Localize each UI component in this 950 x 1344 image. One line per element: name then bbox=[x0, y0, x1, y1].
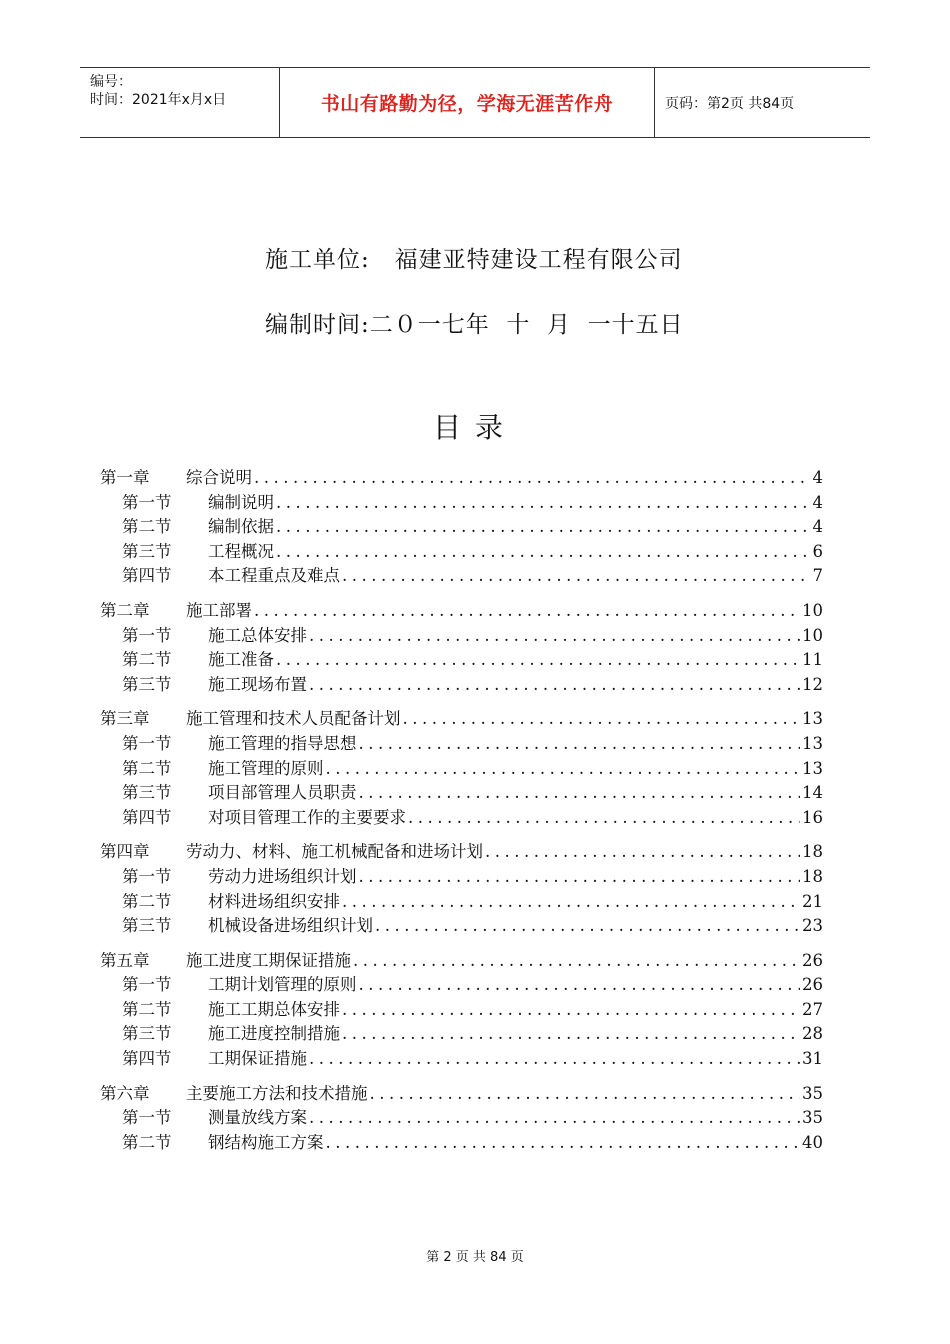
toc-entry-page: 27 bbox=[802, 999, 823, 1019]
toc-leader-dots bbox=[342, 998, 800, 1023]
toc-entry-page: 21 bbox=[802, 891, 823, 911]
toc-leader-dots bbox=[375, 914, 800, 939]
toc-section-entry[interactable] bbox=[100, 515, 823, 540]
date-line: 编制时间:二０一七年 十 月 一十五日 bbox=[265, 312, 684, 338]
toc-leader-dots bbox=[309, 1106, 800, 1131]
table-of-contents bbox=[100, 466, 823, 1155]
toc-entry-title: 工程概况 bbox=[208, 541, 274, 561]
toc-entry-number: 第一节 bbox=[122, 866, 172, 886]
toc-entry-page: 11 bbox=[802, 650, 823, 670]
toc-leader-dots bbox=[276, 540, 811, 565]
toc-entry-title: 施工总体安排 bbox=[208, 625, 307, 645]
page-header bbox=[80, 67, 870, 138]
toc-entry-title: 工期计划管理的原则 bbox=[208, 975, 357, 995]
toc-entry-page: 35 bbox=[802, 1108, 823, 1128]
toc-entry-title: 对项目管理工作的主要要求 bbox=[208, 807, 406, 827]
toc-section-entry[interactable] bbox=[100, 1047, 823, 1072]
toc-section-entry[interactable] bbox=[100, 624, 823, 649]
toc-section-entry[interactable] bbox=[100, 564, 823, 589]
toc-entry-number: 第一节 bbox=[122, 1108, 172, 1128]
toc-entry-number: 第二节 bbox=[122, 891, 172, 911]
toc-leader-dots bbox=[342, 564, 811, 589]
toc-section-entry[interactable] bbox=[100, 914, 823, 939]
toc-entry-number: 第三节 bbox=[122, 1024, 172, 1044]
toc-leader-dots bbox=[359, 781, 801, 806]
toc-entry-number: 第二节 bbox=[122, 650, 172, 670]
toc-entry-title: 施工进度工期保证措施 bbox=[186, 950, 351, 970]
toc-entry-page: 4 bbox=[812, 517, 823, 537]
toc-section-entry[interactable] bbox=[100, 781, 823, 806]
toc-entry-page: 35 bbox=[802, 1083, 823, 1103]
toc-entry-number: 第四节 bbox=[122, 566, 172, 586]
header-meta bbox=[80, 68, 280, 137]
toc-leader-dots bbox=[359, 973, 801, 998]
toc-leader-dots bbox=[353, 949, 800, 974]
toc-entry-number: 第五章 bbox=[100, 950, 150, 970]
toc-entry-number: 第二章 bbox=[100, 600, 150, 620]
toc-entry-page: 26 bbox=[802, 950, 823, 970]
toc-chapter-entry[interactable] bbox=[100, 949, 823, 974]
toc-entry-title: 综合说明 bbox=[186, 468, 252, 487]
toc-entry-title: 机械设备进场组织计划 bbox=[208, 916, 373, 936]
toc-entry-page: 18 bbox=[802, 842, 823, 862]
toc-chapter-entry[interactable] bbox=[100, 1082, 823, 1107]
toc-entry-title: 项目部管理人员职责 bbox=[208, 783, 357, 803]
toc-section-entry[interactable] bbox=[100, 1131, 823, 1156]
toc-leader-dots bbox=[309, 1047, 800, 1072]
toc-entry-number: 第六章 bbox=[100, 1083, 150, 1103]
toc-chapter-entry[interactable] bbox=[100, 466, 823, 491]
toc-section-entry[interactable] bbox=[100, 673, 823, 698]
toc-entry-title: 编制说明 bbox=[208, 492, 274, 512]
toc-leader-dots bbox=[408, 806, 800, 831]
motto: 书山有路勤为径，学海无涯苦作舟 bbox=[280, 68, 655, 137]
toc-leader-dots bbox=[309, 624, 800, 649]
toc-entry-title: 施工工期总体安排 bbox=[208, 999, 340, 1019]
toc-entry-number: 第四节 bbox=[122, 807, 172, 827]
toc-entry-title: 施工管理的原则 bbox=[208, 758, 324, 778]
toc-section-entry[interactable] bbox=[100, 1106, 823, 1131]
toc-section-entry[interactable] bbox=[100, 973, 823, 998]
date-label: 时间：2021年x月x日 bbox=[90, 92, 227, 108]
toc-entry-number: 第一节 bbox=[122, 733, 172, 753]
toc-title: 目录 bbox=[432, 411, 517, 444]
toc-entry-number: 第二节 bbox=[122, 517, 172, 537]
toc-entry-number: 第三节 bbox=[122, 783, 172, 803]
toc-leader-dots bbox=[485, 840, 800, 865]
toc-leader-dots bbox=[359, 865, 801, 890]
toc-section-entry[interactable] bbox=[100, 648, 823, 673]
toc-section-entry[interactable] bbox=[100, 732, 823, 757]
toc-entry-title: 施工部署 bbox=[186, 600, 252, 620]
number-label: 编号： bbox=[90, 74, 132, 90]
toc-entry-title: 施工管理和技术人员配备计划 bbox=[186, 709, 401, 729]
page-footer: 第 2 页 共 84 页 bbox=[426, 1250, 524, 1265]
toc-entry-number: 第一节 bbox=[122, 625, 172, 645]
toc-section-entry[interactable] bbox=[100, 757, 823, 782]
toc-section-entry[interactable] bbox=[100, 998, 823, 1023]
toc-entry-page: 10 bbox=[802, 600, 823, 620]
toc-leader-dots bbox=[276, 515, 811, 540]
toc-entry-number: 第一节 bbox=[122, 492, 172, 512]
toc-leader-dots bbox=[326, 1131, 801, 1156]
toc-section-entry[interactable] bbox=[100, 806, 823, 831]
toc-section-entry[interactable] bbox=[100, 865, 823, 890]
toc-entry-title: 编制依据 bbox=[208, 517, 274, 537]
toc-entry-page: 6 bbox=[812, 541, 823, 561]
toc-entry-title: 劳动力进场组织计划 bbox=[208, 866, 357, 886]
toc-entry-number: 第二节 bbox=[122, 758, 172, 778]
toc-entry-page: 14 bbox=[802, 783, 823, 803]
toc-entry-number: 第二节 bbox=[122, 999, 172, 1019]
toc-leader-dots bbox=[326, 757, 801, 782]
toc-entry-page: 12 bbox=[802, 674, 823, 694]
toc-entry-page: 7 bbox=[812, 566, 823, 586]
toc-leader-dots bbox=[403, 707, 801, 732]
toc-leader-dots bbox=[254, 466, 811, 491]
toc-entry-page: 26 bbox=[802, 975, 823, 995]
toc-entry-page: 4 bbox=[812, 492, 823, 512]
toc-leader-dots bbox=[370, 1082, 801, 1107]
toc-section-entry[interactable] bbox=[100, 491, 823, 516]
toc-leader-dots bbox=[359, 732, 801, 757]
toc-entry-title: 施工管理的指导思想 bbox=[208, 733, 357, 753]
toc-entry-number: 第三章 bbox=[100, 709, 150, 729]
toc-section-entry[interactable] bbox=[100, 1022, 823, 1047]
toc-entry-title: 测量放线方案 bbox=[208, 1108, 307, 1128]
toc-entry-number: 第四章 bbox=[100, 842, 150, 862]
toc-leader-dots bbox=[276, 648, 800, 673]
toc-entry-title: 本工程重点及难点 bbox=[208, 566, 340, 586]
toc-entry-title: 钢结构施工方案 bbox=[208, 1132, 324, 1152]
toc-entry-title: 材料进场组织安排 bbox=[208, 891, 340, 911]
company-line: 施工单位: 福建亚特建设工程有限公司 bbox=[265, 247, 683, 273]
toc-chapter-entry[interactable] bbox=[100, 840, 823, 865]
toc-entry-title: 施工现场布置 bbox=[208, 674, 307, 694]
toc-section-entry[interactable] bbox=[100, 890, 823, 915]
toc-leader-dots bbox=[342, 1022, 800, 1047]
toc-leader-dots bbox=[276, 491, 811, 516]
toc-entry-page: 16 bbox=[802, 807, 823, 827]
toc-entry-page: 28 bbox=[802, 1024, 823, 1044]
toc-leader-dots bbox=[342, 890, 800, 915]
toc-entry-number: 第一节 bbox=[122, 975, 172, 995]
toc-entry-number: 第三节 bbox=[122, 674, 172, 694]
toc-entry-number: 第三节 bbox=[122, 916, 172, 936]
toc-entry-page: 18 bbox=[802, 866, 823, 886]
toc-entry-page: 4 bbox=[812, 468, 823, 487]
toc-entry-page: 23 bbox=[802, 916, 823, 936]
toc-leader-dots bbox=[254, 599, 800, 624]
toc-entry-title: 施工准备 bbox=[208, 650, 274, 670]
toc-entry-page: 13 bbox=[802, 758, 823, 778]
toc-entry-page: 13 bbox=[802, 733, 823, 753]
toc-entry-page: 40 bbox=[802, 1132, 823, 1152]
toc-entry-title: 工期保证措施 bbox=[208, 1049, 307, 1069]
toc-entry-number: 第三节 bbox=[122, 541, 172, 561]
toc-entry-number: 第一章 bbox=[100, 468, 150, 487]
toc-chapter-entry[interactable] bbox=[100, 599, 823, 624]
toc-entry-page: 13 bbox=[802, 709, 823, 729]
toc-leader-dots bbox=[309, 673, 800, 698]
toc-chapter-entry[interactable] bbox=[100, 707, 823, 732]
toc-entry-number: 第四节 bbox=[122, 1049, 172, 1069]
toc-entry-page: 31 bbox=[802, 1049, 823, 1069]
toc-entry-title: 主要施工方法和技术措施 bbox=[186, 1083, 368, 1103]
toc-entry-number: 第二节 bbox=[122, 1132, 172, 1152]
toc-entry-title: 劳动力、材料、施工机械配备和进场计划 bbox=[186, 842, 483, 862]
toc-entry-page: 10 bbox=[802, 625, 823, 645]
page-info: 页码：第2页 共84页 bbox=[665, 95, 795, 112]
toc-entry-title: 施工进度控制措施 bbox=[208, 1024, 340, 1044]
toc-section-entry[interactable] bbox=[100, 540, 823, 565]
